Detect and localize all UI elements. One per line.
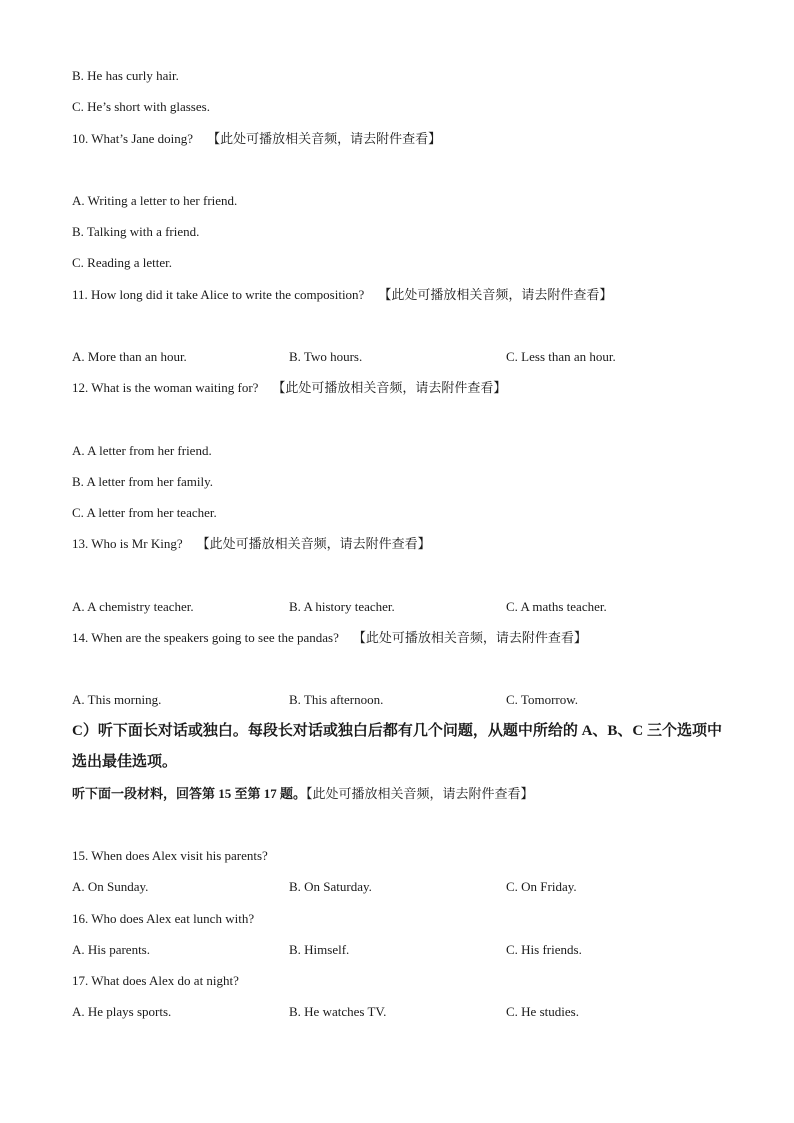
q12-option-c: C. A letter from her teacher. [72, 505, 217, 520]
section-c-instruction [72, 786, 534, 802]
q11-option-a: A. More than an hour. [72, 349, 187, 364]
question-17: 17. What does Alex do at night? [72, 973, 239, 988]
q12-option-a: A. A letter from her friend. [72, 443, 212, 458]
question-10-text: 10. What’s Jane doing? [72, 131, 194, 146]
question-11 [72, 287, 612, 303]
q11-option-c: C. Less than an hour. [506, 349, 616, 364]
section-c-heading: C）听下面长对话或独白。每段长对话或独白后都有几个问题，从题中所给的 A、B、C 三个选项中选出最佳选项。 [72, 723, 723, 770]
audio-note: 【此处可播放相关音频，请去附件查看】 [378, 287, 613, 302]
q10-option-a: A. Writing a letter to her friend. [72, 193, 238, 208]
q13-option-c: C. A maths teacher. [506, 599, 607, 614]
q17-option-a: A. He plays sports. [72, 1004, 172, 1019]
instruction-text: 听下面一段材料，回答第 15 至第 17 题。 [72, 786, 307, 801]
prev-option-b: B. He has curly hair. [72, 68, 179, 83]
prev-option-c: C. He’s short with glasses. [72, 99, 210, 114]
q17-option-c: C. He studies. [506, 1004, 579, 1019]
q14-option-b: B. This afternoon. [289, 692, 384, 707]
q10-option-c: C. Reading a letter. [72, 255, 173, 270]
audio-note: 【此处可播放相关音频，请去附件查看】 [272, 380, 507, 395]
question-10 [72, 131, 441, 147]
q15-option-a: A. On Sunday. [72, 879, 149, 894]
q10-option-b: B. Talking with a friend. [72, 224, 200, 239]
question-11-text: 11. How long did it take Alice to write the composition? [72, 287, 365, 302]
q13-option-b: B. A history teacher. [289, 599, 395, 614]
q13-option-a: A. A chemistry teacher. [72, 599, 194, 614]
q16-option-b: B. Himself. [289, 942, 350, 957]
q14-option-c: C. Tomorrow. [506, 692, 579, 707]
q15-option-c: C. On Friday. [506, 879, 577, 894]
question-14-text: 14. When are the speakers going to see the pandas? [72, 630, 339, 645]
question-13-text: 13. Who is Mr King? [72, 536, 183, 551]
q17-option-b: B. He watches TV. [289, 1004, 387, 1019]
q15-option-b: B. On Saturday. [289, 879, 372, 894]
q11-option-b: B. Two hours. [289, 349, 363, 364]
question-16: 16. Who does Alex eat lunch with? [72, 911, 255, 926]
q16-option-a: A. His parents. [72, 942, 150, 957]
question-14 [72, 630, 587, 646]
audio-note: 【此处可播放相关音频，请去附件查看】 [306, 786, 534, 801]
question-12 [72, 380, 506, 396]
q12-option-b: B. A letter from her family. [72, 474, 214, 489]
audio-note: 【此处可播放相关音频，请去附件查看】 [207, 131, 442, 146]
audio-note: 【此处可播放相关音频，请去附件查看】 [352, 630, 587, 645]
question-15: 15. When does Alex visit his parents? [72, 848, 268, 863]
audio-note: 【此处可播放相关音频，请去附件查看】 [196, 536, 431, 551]
question-13 [72, 536, 431, 552]
q16-option-c: C. His friends. [506, 942, 582, 957]
question-12-text: 12. What is the woman waiting for? [72, 380, 259, 395]
q14-option-a: A. This morning. [72, 692, 162, 707]
